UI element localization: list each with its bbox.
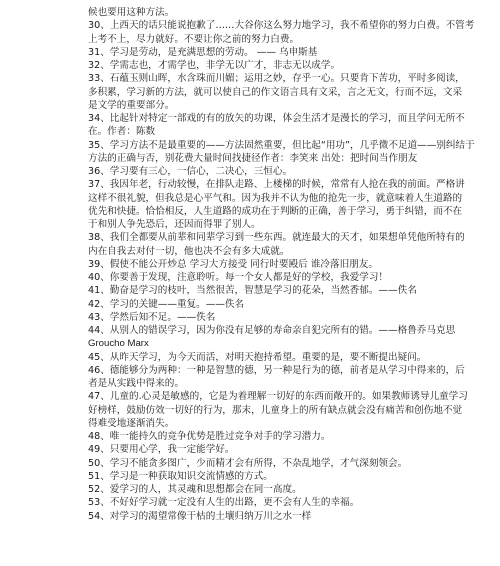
- quote-line-numbered: 50、学习不能贪多图广，少而精才会有所得，不杂乱地学，才气深刻领会。: [88, 457, 408, 469]
- quote-line: 上考不上，尽力就好。不要让你之前的努力白费。: [88, 33, 300, 45]
- quote-line: 好榜样，鼓励仿效一切好的行为，那末，儿童身上的所有缺点就会没有痛苦和创伤地不觉: [88, 404, 463, 416]
- quote-line-numbered: 43、学然后知不足。——佚名: [88, 311, 216, 323]
- quote-line-numbered: 33、石蕴玉则山晖，水含珠而川媚；运用之妙，存乎一心。只要肯下苦功，平时多阅读，: [88, 73, 465, 85]
- quote-line-numbered: 40、你要善于发现，注意聆听。每一个女人都是好的学校，我爱学习！: [88, 272, 389, 283]
- quote-line-numbered: 46、德能够分为两种：一种是智慧的德，另一种是行为的德，前者是从学习中得来的，后: [88, 364, 465, 376]
- quote-line-numbered: 39、假使不能公开炒总 学习大方接受 同行时要殿后 谁冷落旧朋友。: [88, 258, 378, 270]
- quote-line: 于和别人争先恐后，还因而得罪了别人。: [88, 219, 261, 230]
- quote-line-numbered: 32、学需志也，才需学也，非学无以广才，非志无以成学。: [88, 60, 341, 71]
- quote-line: 候也要用这种方法。: [88, 7, 175, 18]
- quote-line-numbered: 31、学习是劳动，是充满思想的劳动。 —— 乌申斯基: [88, 46, 318, 58]
- quote-line-numbered: 38、我们全都要从前辈和同辈学习到一些东西。就连最大的天才，如果想单凭他所特有的: [88, 232, 465, 244]
- quote-line-numbered: 37、我因年老，行动较慢，在排队走路、上楼梯的时候，常常有人抢在我的前面。严格讲: [88, 179, 465, 191]
- quote-line: 优先和快捷。恰恰相反，人生道路的成功在于判断的正确，善于学习，勇于纠错，而不在: [88, 205, 463, 217]
- quote-line-numbered: 41、勤奋是学习的枝叶，当然很苦，智慧是学习的花朵，当然香郁。——佚名: [88, 285, 417, 297]
- quote-line: 方法的正确与否，别花费大量时间找捷径作者：李笑来 出处：把时间当作朋友: [88, 152, 418, 164]
- quote-line-numbered: 49、只要用心学，我一定能学好。: [88, 444, 235, 456]
- quote-line: 内在自我去对付一切，他也决不会有多大成就。: [88, 245, 290, 257]
- quote-line-numbered: 54、对学习的渴望常像干枯的土壤归纳万川之水一样: [88, 510, 312, 522]
- quote-line: 是文学的重要部分。: [88, 99, 175, 111]
- quote-line-numbered: 48、唯一能持久的竞争优势是胜过竞争对手的学习潜力。: [88, 431, 331, 442]
- quote-line-numbered: 52、爱学习的人，其灵魂和思想都会在同一高度。: [88, 484, 302, 495]
- quote-line: Groucho Marx: [88, 338, 149, 350]
- quote-line-numbered: 42、学习的关键——重复。——佚名: [88, 298, 245, 310]
- quote-line-numbered: 30、上西天的话只能说抱歉了……大谷你这么努力地学习，我不希望你的努力白费。不管考: [88, 20, 475, 32]
- quote-line: 者是从实践中得来的。: [88, 378, 184, 389]
- quote-line: 多积累，学习新的方法，就可以使自己的作文语言具有文采，言之无文，行而不远，文采: [88, 86, 463, 98]
- quote-line-numbered: 34、比起针对特定一部戏的有的放矢的功课，体会生活才是漫长的学习，而且学问无所不: [88, 113, 465, 124]
- quote-line-numbered: 35、学习方法不是最重要的——方法固然重要，但比起“用功”，几乎微不足道——别纠结于: [88, 139, 475, 151]
- quote-line: 在。作者：陈数: [88, 126, 156, 138]
- quote-line: 得难受地逐渐消失。: [88, 417, 175, 429]
- quote-line-numbered: 36、学习要有三心，一信心，二决心，三恒心。: [88, 166, 293, 177]
- quote-line-numbered: 51、学习是一种获取知识交流情感的方式。: [88, 470, 273, 482]
- quote-line-numbered: 47、儿童的.心灵是敏感的，它是为着理解一切好的东西而敞开的。如果教师诱导儿童学习: [88, 391, 468, 403]
- quote-line-numbered: 45、从昨天学习，为今天而活，对明天抱持希望。重要的是，要不断提出疑问。: [88, 351, 427, 363]
- quote-line-numbered: 53、不好好学习就一定没有人生的出路，更不会有人生的幸福。: [88, 497, 360, 509]
- quote-line-numbered: 44、从别人的错误学习，因为你没有足够的寿命亲自犯完所有的错。——格鲁乔马克思: [88, 325, 456, 336]
- quote-line: 这样不很礼貌，但我总是心平气和。因为我并不认为他的抢先一步，就意味着人生道路的: [88, 192, 463, 204]
